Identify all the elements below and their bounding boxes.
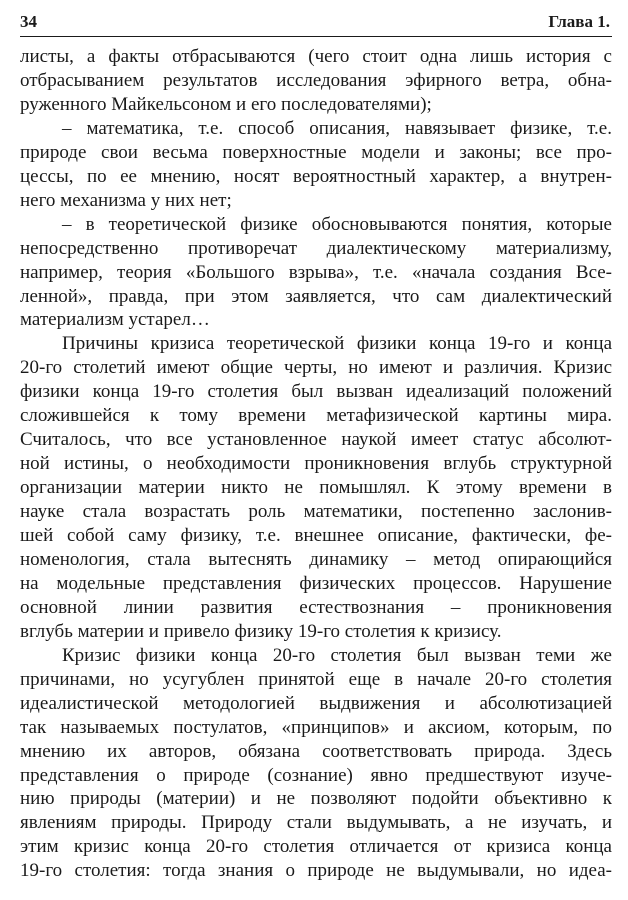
text-line: Причины кризиса теоретической физики конца 19-го и конца xyxy=(62,333,612,355)
text-line: этим кризис конца 20-го столетия отличается от кризиса конца xyxy=(20,836,612,858)
text-line: идеалистической методологией выдвижения и абсолютизацией xyxy=(20,692,612,714)
text-line: нию природы (материи) и не позволяют подойти объективно к xyxy=(20,788,612,810)
text-line: причинами, но усугублен принятой еще в начале 20-го столетия xyxy=(20,668,612,690)
book-page xyxy=(20,12,612,882)
text-line: отбрасыванием результатов исследования эфирного ветра, обна- xyxy=(20,69,612,91)
text-line: – математика, т.е. способ описания, навязывает физике, т.е. xyxy=(62,117,612,139)
text-line: цессы, по ее мнению, носят вероятностный характер, а внутрен- xyxy=(20,165,612,187)
page-number: 34 xyxy=(20,12,37,31)
text-line: вглубь материи и привело физику 19-го столетия к кризису. xyxy=(20,620,502,642)
text-line: 19-го столетия: тогда знания о природе не выдумывали, но идеа- xyxy=(20,860,612,882)
text-line: Считалось, что все установленное наукой имеет статус абсолют- xyxy=(20,429,612,451)
text-line: ной истины, о необходимости проникновения вглубь структурной xyxy=(20,453,612,475)
text-line: материализм устарел… xyxy=(20,309,210,331)
text-line: шей собой саму физику, т.е. внешнее описание, фактически, фе- xyxy=(20,525,612,546)
text-line: сложившейся к тому времени метафизической картины мира. xyxy=(20,405,612,427)
text-line: физики конца 19-го столетия был вызван идеализаций положений xyxy=(20,381,612,403)
text-line: так называемых постулатов, «принципов» и аксиом, которым, по xyxy=(20,716,612,738)
text-line: него механизма у них нет; xyxy=(20,189,232,211)
chapter-title: Глава 1. xyxy=(548,12,610,31)
text-line: листы, а факты отбрасываются (чего стоит одна лишь история с xyxy=(20,46,612,67)
text-line: Кризис физики конца 20-го столетия был вызван теми же xyxy=(62,644,612,666)
text-line: руженного Майкельсоном и его последователями); xyxy=(20,93,432,115)
text-line: например, теория «Большого взрыва», т.е. «начала создания Все- xyxy=(20,261,612,283)
text-line: ленной», правда, при этом заявляется, что сам диалектический xyxy=(20,285,612,307)
text-line: 20-го столетий имеют общие черты, но имеют и различия. Кризис xyxy=(20,357,612,379)
text-line: – в теоретической физике обосновываются понятия, которые xyxy=(62,213,612,235)
header-rule xyxy=(20,36,612,37)
text-line: номенология, стала вытеснять динамику – метод опирающийся xyxy=(20,548,612,570)
text-line: мнению их авторов, обязана соответствовать природа. Здесь xyxy=(20,740,612,762)
text-line: природе свои весьма поверхностные модели и законы; все про- xyxy=(20,141,612,163)
running-header xyxy=(20,12,612,36)
text-line: организации материи никто не помышлял. К этому времени в xyxy=(20,477,612,499)
text-line: представления о природе (сознание) явно предшествуют изуче- xyxy=(20,764,612,786)
text-line: явлениям природы. Природу стали выдумывать, а не изучать, и xyxy=(20,812,612,834)
text-line: основной линии развития естествознания – проникновения xyxy=(20,596,612,618)
text-line: непосредственно противоречат диалектическому материализму, xyxy=(20,237,612,259)
text-line: науке стала возрастать роль математики, постепенно заслонив- xyxy=(20,501,612,523)
text-line: на модельные представления физических процессов. Нарушение xyxy=(20,572,612,594)
